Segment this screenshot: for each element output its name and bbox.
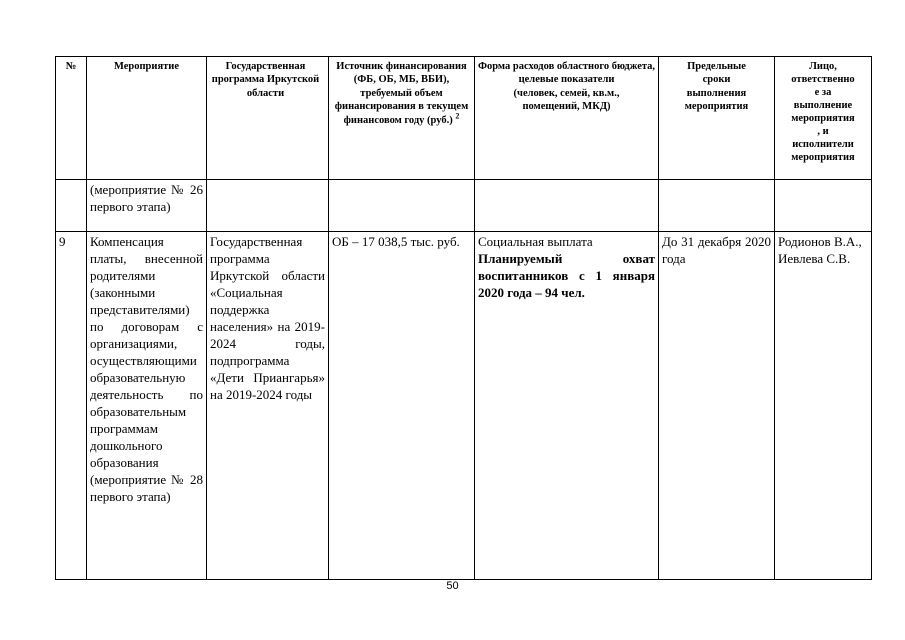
row-program — [207, 180, 329, 232]
row-program: Государственная программа Иркутской области «Социальная поддержка населения» на 2019-2024 годы, подпрограмма «Дети Приангарья» на 2019-2024 годы — [207, 232, 329, 580]
row-form-bold: Планируемый охват воспитанников с 1 января 2020 года – 94 чел. — [478, 251, 655, 300]
table-header-row — [56, 57, 872, 180]
header-program — [207, 57, 329, 180]
measures-table — [55, 56, 872, 580]
row-source: ОБ – 17 038,5 тыс. руб. — [329, 232, 475, 580]
table-row — [56, 180, 872, 232]
row-num — [56, 180, 87, 232]
header-form: Форма расходов областного бюджета, целевые показатели (человек, семей, кв.м., помещений, МКД) — [475, 57, 659, 180]
header-deadline: Предельные сроки выполнения мероприятия — [659, 57, 775, 180]
row-deadline: До 31 декабря 2020 года — [659, 232, 775, 580]
row-responsible: Родионов В.А., Иевлева С.В. — [775, 232, 872, 580]
row-form — [475, 180, 659, 232]
row-measure: Компенсация платы, внесенной родителями (законными представителями) по договорам с организациями, осуществляющими образовательную деятельность по образовательным программам дошкольного образования (мероприятие № 28 первого этапа) — [87, 232, 207, 580]
row-source — [329, 180, 475, 232]
row-form — [475, 232, 659, 580]
header-responsible: Лицо, ответственно е за выполнение мероприятия , и исполнители мероприятия — [775, 57, 872, 180]
header-source-text: Источник финансирования (ФБ, ОБ, МБ, ВБИ), требуемый объем финансирования в текущем финансовом году (руб.) — [334, 61, 469, 126]
header-num: № — [56, 57, 87, 180]
header-source-footnote: 2 — [455, 111, 460, 121]
header-source — [329, 57, 475, 180]
page-number: 50 — [446, 580, 459, 592]
header-measure: Мероприятие — [87, 57, 207, 180]
header-program-text: Государственная программа Иркутской области — [211, 61, 320, 99]
row-deadline — [659, 180, 775, 232]
row-num: 9 — [56, 232, 87, 580]
row-measure: (мероприятие № 26 первого этапа) — [87, 180, 207, 232]
row-responsible — [775, 180, 872, 232]
row-form-text: Социальная выплата — [478, 234, 593, 249]
table-row — [56, 232, 872, 580]
